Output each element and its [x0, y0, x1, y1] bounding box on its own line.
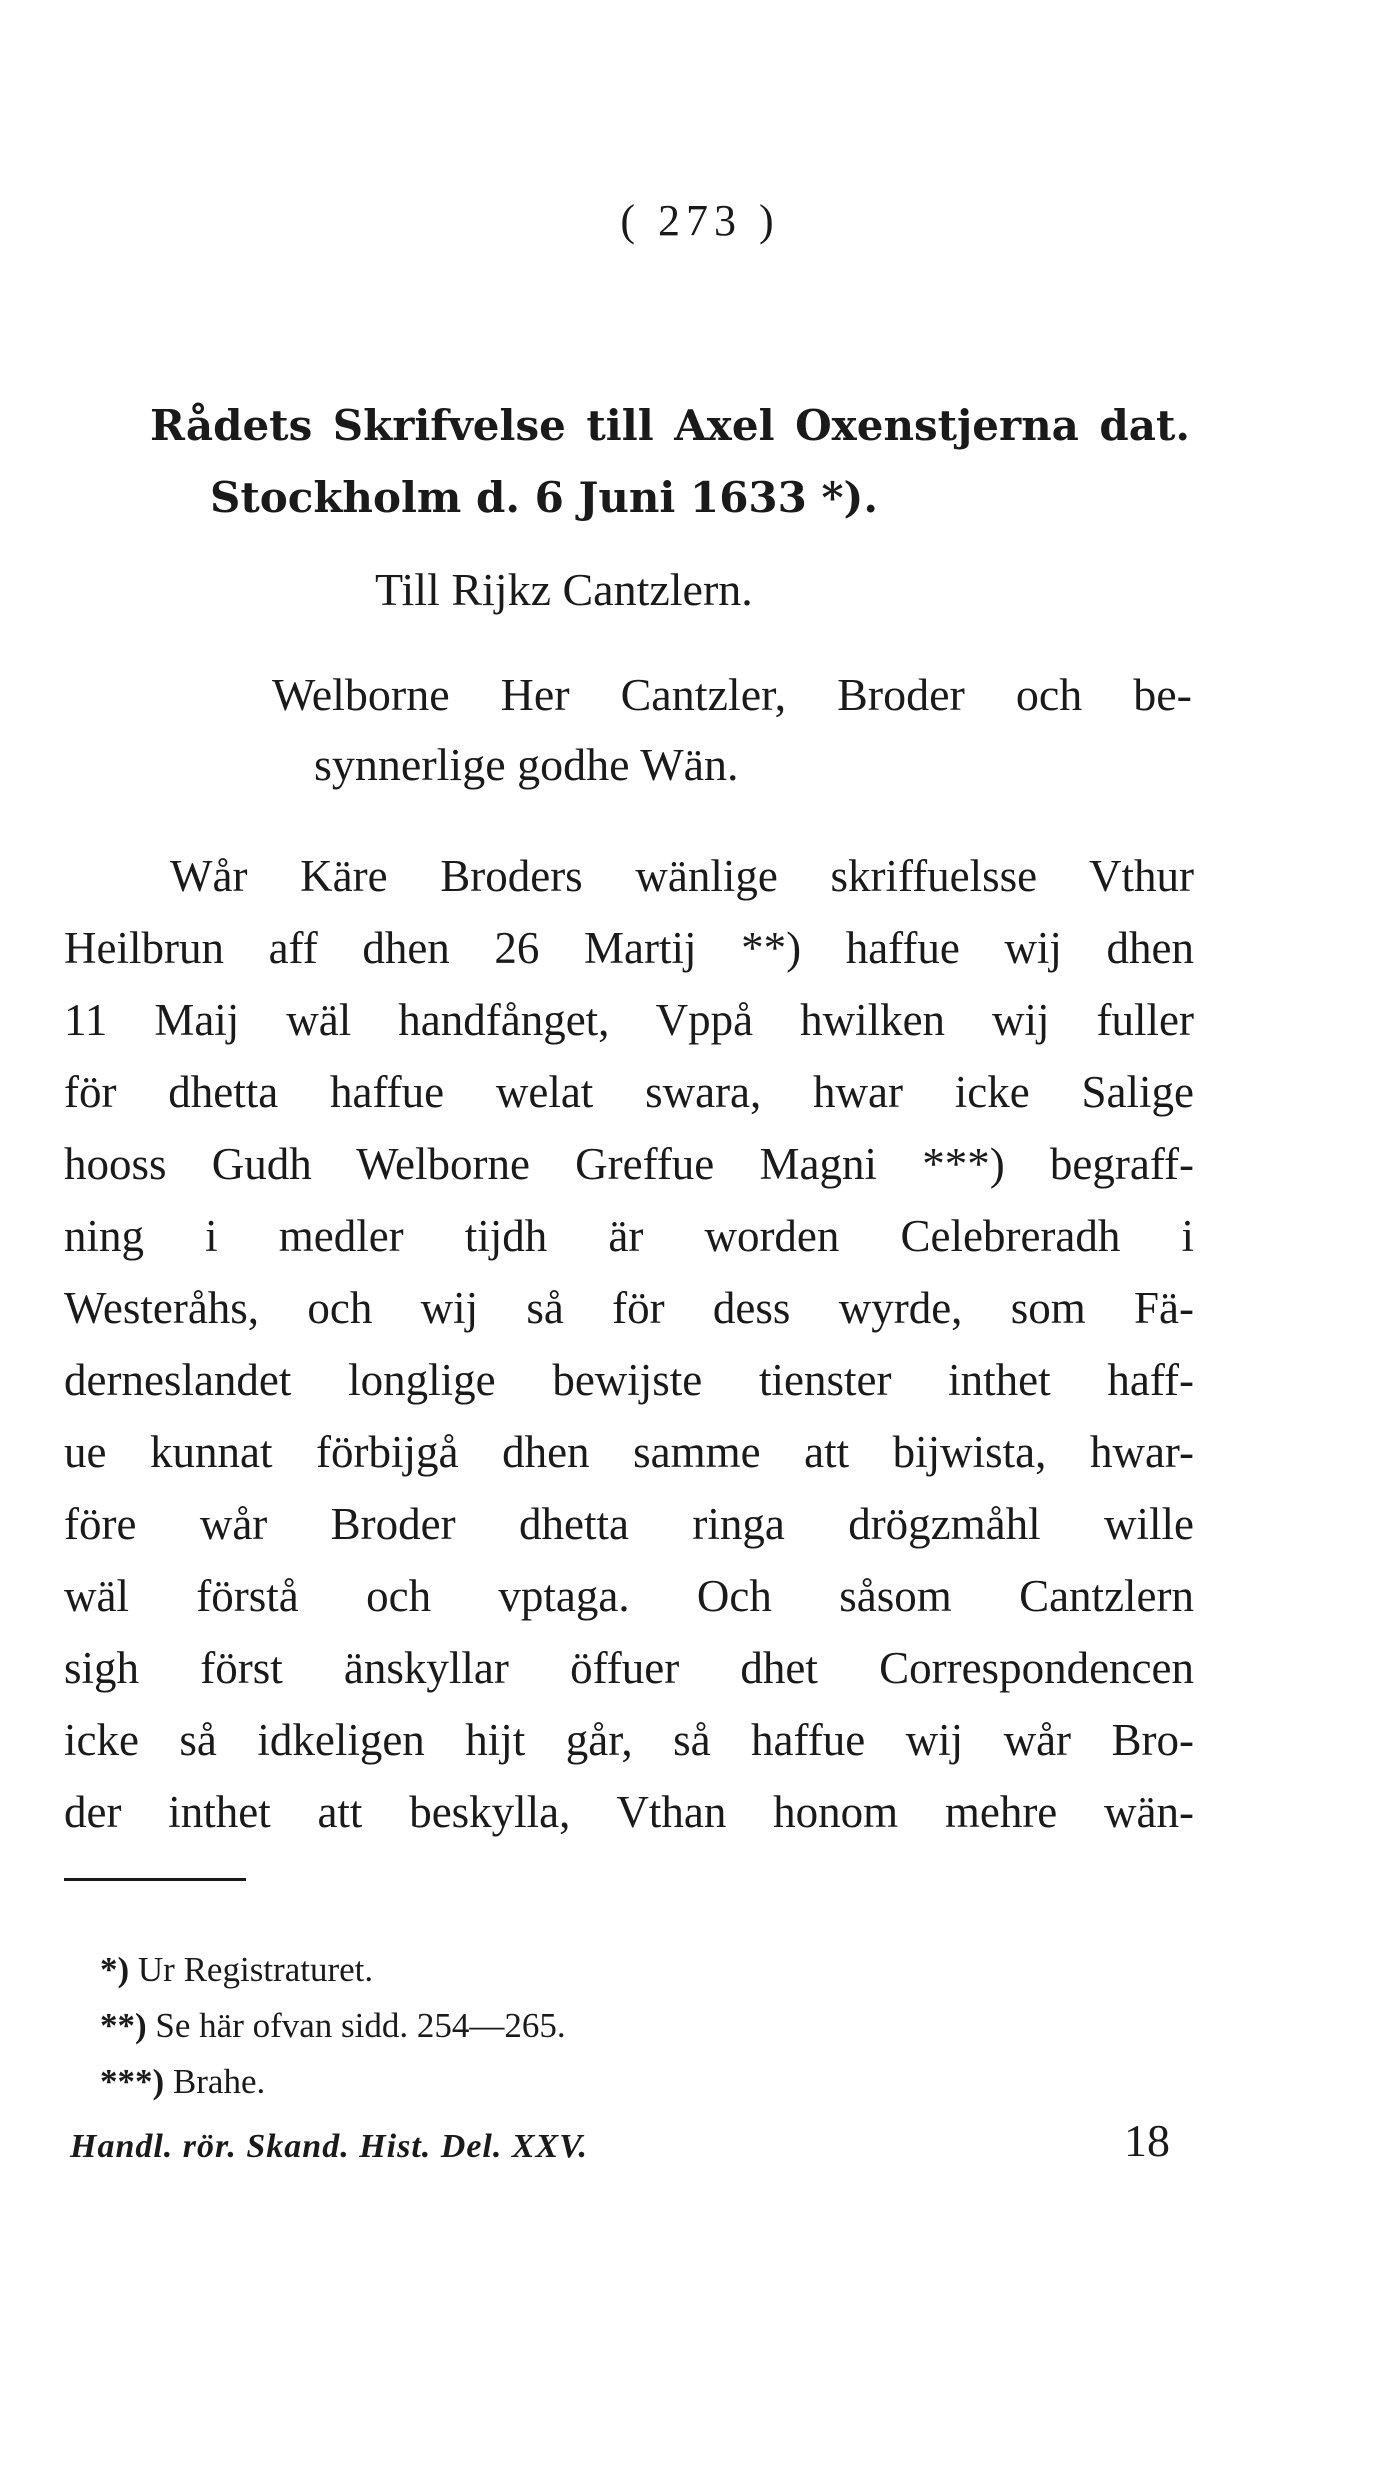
- footnote-text: Se här ofvan sidd. 254—265.: [155, 2006, 566, 2045]
- footnote: [100, 2054, 566, 2110]
- page-footer: [70, 2115, 1170, 2166]
- salutation-line-2: synnerlige godhe Wän.: [314, 739, 739, 790]
- footnotes: [100, 1942, 566, 2110]
- series-title: Handl. rör. Skand. Hist. Del. XXV.: [70, 2128, 589, 2165]
- body-line: före wår Broder dhetta ringa drögzmåhl wille: [64, 1499, 1194, 1549]
- salutation-line-1: Welborne Her Cantzler, Broder och be-: [272, 669, 1192, 720]
- body-line: icke så idkeligen hijt går, så haffue wij wår Bro-: [64, 1715, 1194, 1765]
- heading-line-1: Rådets Skrifvelse till Axel Oxenstjerna dat.: [150, 401, 1190, 450]
- footnote: [100, 1942, 566, 1998]
- address-line: Till Rijkz Cantzlern.: [375, 564, 753, 615]
- signature-mark: 18: [1124, 2115, 1170, 2166]
- page-number: ( 273 ): [620, 196, 780, 245]
- body-line: der inthet att beskylla, Vthan honom mehre wän-: [64, 1787, 1194, 1837]
- footnote-mark: **): [100, 2006, 147, 2045]
- document-heading: [150, 390, 1190, 534]
- body-line: derneslandet longlige bewijste tienster inthet haff-: [64, 1355, 1194, 1405]
- body-line: hooss Gudh Welborne Greffue Magni ***) begraff-: [64, 1139, 1194, 1189]
- salutation: [272, 660, 1192, 800]
- body-line: ning i medler tijdh är worden Celebreradh i: [64, 1211, 1194, 1261]
- footnote: [100, 1998, 566, 2054]
- body-line: Wår Käre Broders wänlige skriffuelsse Vthur: [170, 851, 1194, 901]
- letter-body: [64, 840, 1194, 1848]
- footnote-text: Ur Registraturet.: [137, 1950, 374, 1989]
- footnote-divider: [64, 1878, 246, 1881]
- body-line: ue kunnat förbijgå dhen samme att bijwista, hwar-: [64, 1427, 1194, 1477]
- body-line: Westeråhs, och wij så för dess wyrde, som Fä-: [64, 1283, 1194, 1333]
- body-line: sigh först änskyllar öffuer dhet Correspondencen: [64, 1643, 1194, 1693]
- footnote-text: Brahe.: [172, 2062, 266, 2101]
- footnote-mark: *): [100, 1950, 130, 1989]
- body-line: Heilbrun aff dhen 26 Martij **) haffue wij dhen: [64, 923, 1194, 973]
- body-line: 11 Maij wäl handfånget, Vppå hwilken wij fuller: [64, 995, 1194, 1045]
- body-line: wäl förstå och vptaga. Och såsom Cantzlern: [64, 1571, 1194, 1621]
- heading-line-2: Stockholm d. 6 Juni 1633 *).: [210, 473, 878, 522]
- body-line: för dhetta haffue welat swara, hwar icke Salige: [64, 1067, 1194, 1117]
- footnote-mark: ***): [100, 2062, 165, 2101]
